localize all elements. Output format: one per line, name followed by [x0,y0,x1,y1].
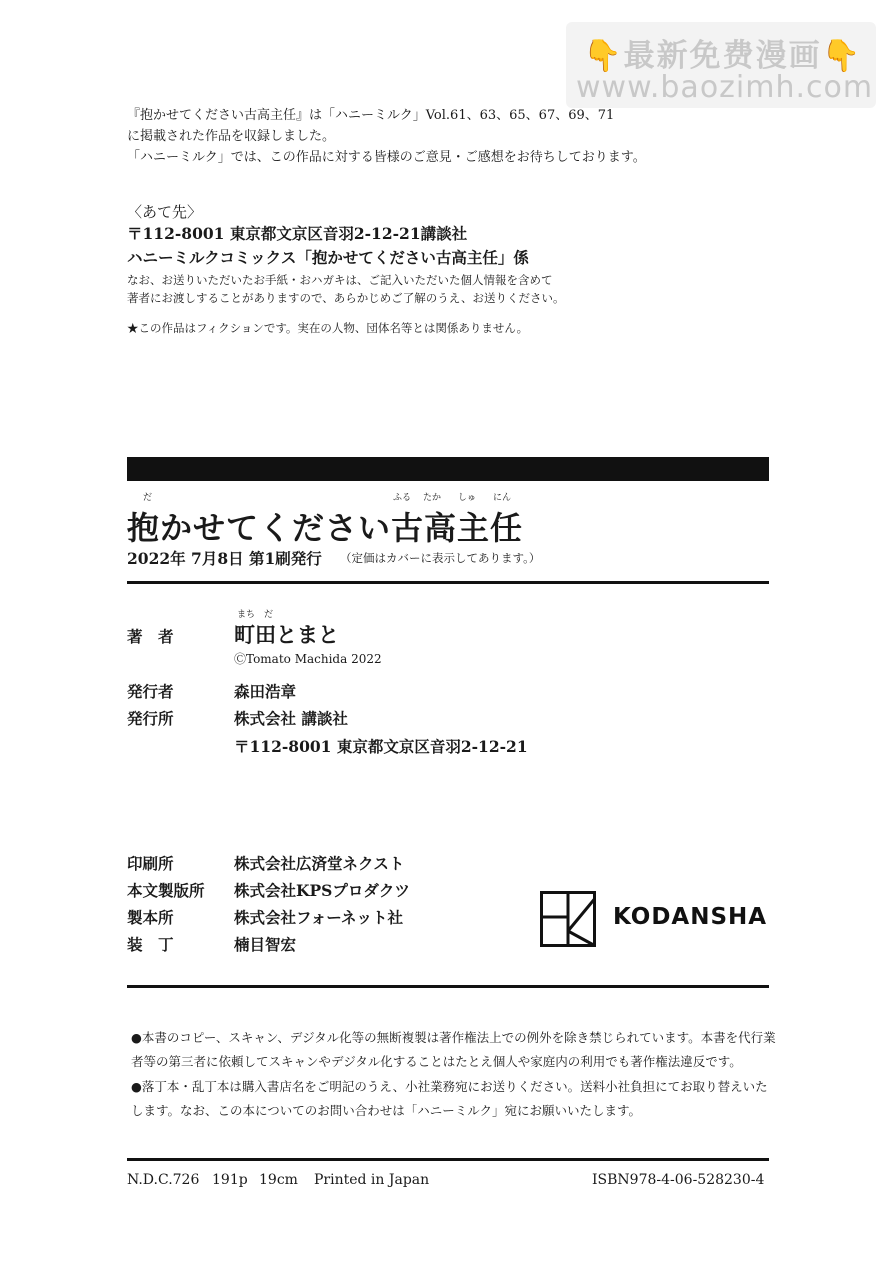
footer-pages: 191p [212,1172,248,1188]
publisher-person-label: 発行者 [127,682,174,701]
rule-top [127,581,769,584]
address-line-2: ハニーミルクコミックス「抱かせてください古高主任」係 [127,248,529,267]
footer-ndc: N.D.C.726 [127,1172,200,1188]
fiction-note: ★この作品はフィクションです。実在の人物、団体名等とは関係ありません。 [127,321,529,335]
footer-size: 19cm [259,1172,298,1188]
typeset-value: 株式会社KPSプロダクツ [234,881,410,900]
intro-line-2: に掲載された作品を収録しました。 [127,129,336,144]
author-name: 町田とまと [234,622,339,647]
notice-2b: します。なお、この本についてのお問い合わせは「ハニーミルク」宛にお願いいたします。 [131,1103,642,1118]
rule-middle [127,985,769,988]
price-note: （定価はカバーに表示してあります。） [340,551,541,565]
publisher-name: 株式会社 講談社 [234,709,348,728]
address-note-1: なお、お送りいただいたお手紙・おハガキは、ご記入いただいた個人情報を含めて [127,273,553,287]
rule-bottom [127,1158,769,1161]
notice-2a: ●落丁本・乱丁本は購入書店名をご明記のうえ、小社業務宛にお送りください。送料小社負担にてお取り替えいた [131,1079,768,1094]
intro-line-1: 『抱かせてください古高主任』は「ハニーミルク」Vol.61、63、65、67、69、71 [127,108,615,123]
ruby-taka: たか [423,493,442,503]
intro-line-3: 「ハニーミルク」では、この作品に対する皆様のご意見・ご感想をお待ちしております。 [127,150,646,165]
ruby-da: だ [143,493,153,503]
author-label: 著 者 [127,627,174,646]
publish-date: 2022年 7月8日 第1刷発行 [127,549,322,568]
address-note-2: 著者にお渡しすることがありますので、あらかじめご了解のうえ、お送りください。 [127,291,565,305]
print-value: 株式会社広済堂ネクスト [234,854,405,873]
publisher-address: 〒112-8001 東京都文京区音羽2-12-21 [234,737,528,756]
copyright: ⒸTomato Machida 2022 [234,652,382,666]
book-title: 抱かせてください古高主任 [127,509,524,547]
notice-1a: ●本書のコピー、スキャン、デジタル化等の無断複製は著作権法上での例外を除き禁じられています。本書を代行業 [131,1030,776,1045]
watermark-title: 👇最新免费漫画👇 [583,38,863,74]
notice-1b: 者等の第三者に依頼してスキャンやデジタル化することはたとえ個人や家庭内の利用でも著作権法違反です。 [131,1054,742,1069]
watermark-url: www.baozimh.com [576,70,874,105]
kodansha-logo-icon [540,891,596,947]
ruby-furu: ふる [393,493,412,503]
footer-printed: Printed in Japan [314,1172,430,1188]
design-value: 楠目智宏 [234,935,297,954]
kodansha-logo-text: KODANSHA [613,904,768,930]
typeset-label: 本文製版所 [127,881,205,900]
title-bar [127,457,769,481]
author-ruby: まち だ [237,610,274,620]
publisher-person: 森田浩章 [234,682,297,701]
publisher-label: 発行所 [127,709,174,728]
address-heading: 〈あて先〉 [127,203,203,221]
design-label: 装 丁 [127,935,174,954]
ruby-nin: にん [493,493,512,503]
ruby-shu: しゅ [458,493,477,503]
print-label: 印刷所 [127,854,174,873]
binding-label: 製本所 [127,908,174,927]
address-line-1: 〒112-8001 東京都文京区音羽2-12-21講談社 [127,224,468,243]
binding-value: 株式会社フォーネット社 [234,908,403,927]
footer-isbn: ISBN978-4-06-528230-4 [592,1172,765,1188]
